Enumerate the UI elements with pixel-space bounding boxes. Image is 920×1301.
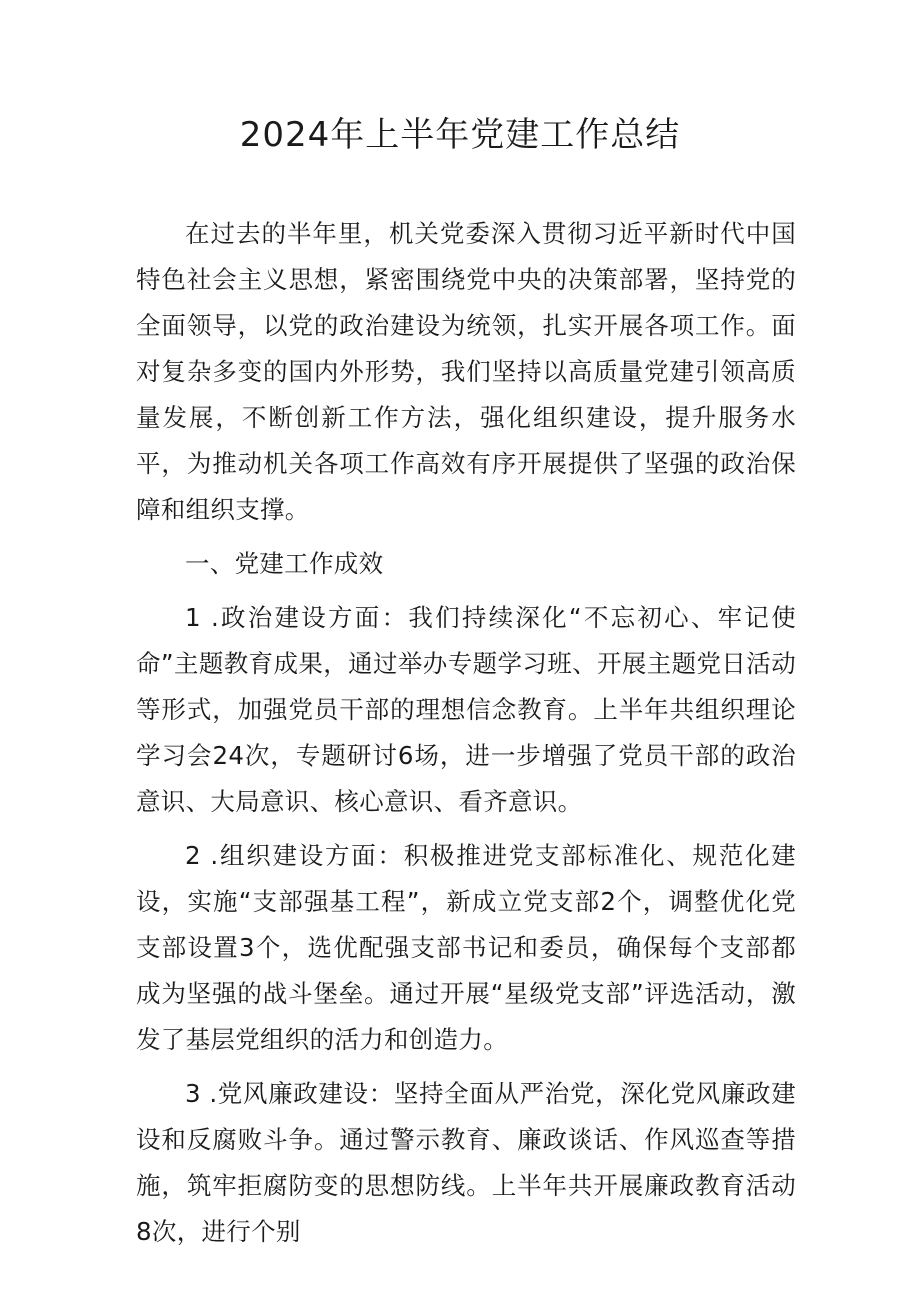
document-title: 2024年上半年党建工作总结 [239,115,681,155]
organization-construction-paragraph: 2 .组织建设方面：积极推进党支部标准化、规范化建设，实施“支部强基工程”，新成立党支部2个，调整优化党支部设置3个，选优配强支部书记和委员，确保每个支部都成为坚强的战斗堡垒。通过开展“星级党支部”评选活动，激发了基层党组织的活力和创造力。 [136,841,796,1054]
section-heading: 一、党建工作成效 [185,549,384,578]
intro-paragraph: 在过去的半年里，机关党委深入贯彻习近平新时代中国特色社会主义思想，紧密围绕党中央的决策部署，坚持党的全面领导，以党的政治建设为统领，扎实开展各项工作。面对复杂多变的国内外形势，我们坚持以高质量党建引领高质量发展，不断创新工作方法，强化组织建设，提升服务水平，为推动机关各项工作高效有序开展提供了坚强的政治保障和组织支撑。 [136,219,796,524]
integrity-construction-paragraph: 3 .党风廉政建设：坚持全面从严治党，深化党风廉政建设和反腐败斗争。通过警示教育、廉政谈话、作风巡查等措施，筑牢拒腐防变的思想防线。上半年共开展廉政教育活动8次，进行个别 [136,1079,796,1246]
political-construction-paragraph: 1 .政治建设方面：我们持续深化“不忘初心、牢记使命”主题教育成果，通过举办专题学习班、开展主题党日活动等形式，加强党员干部的理想信念教育。上半年共组织理论学习会24次，专题研讨6场，进一步增强了党员干部的政治意识、大局意识、核心意识、看齐意识。 [136,603,796,816]
document-body [136,211,796,1263]
